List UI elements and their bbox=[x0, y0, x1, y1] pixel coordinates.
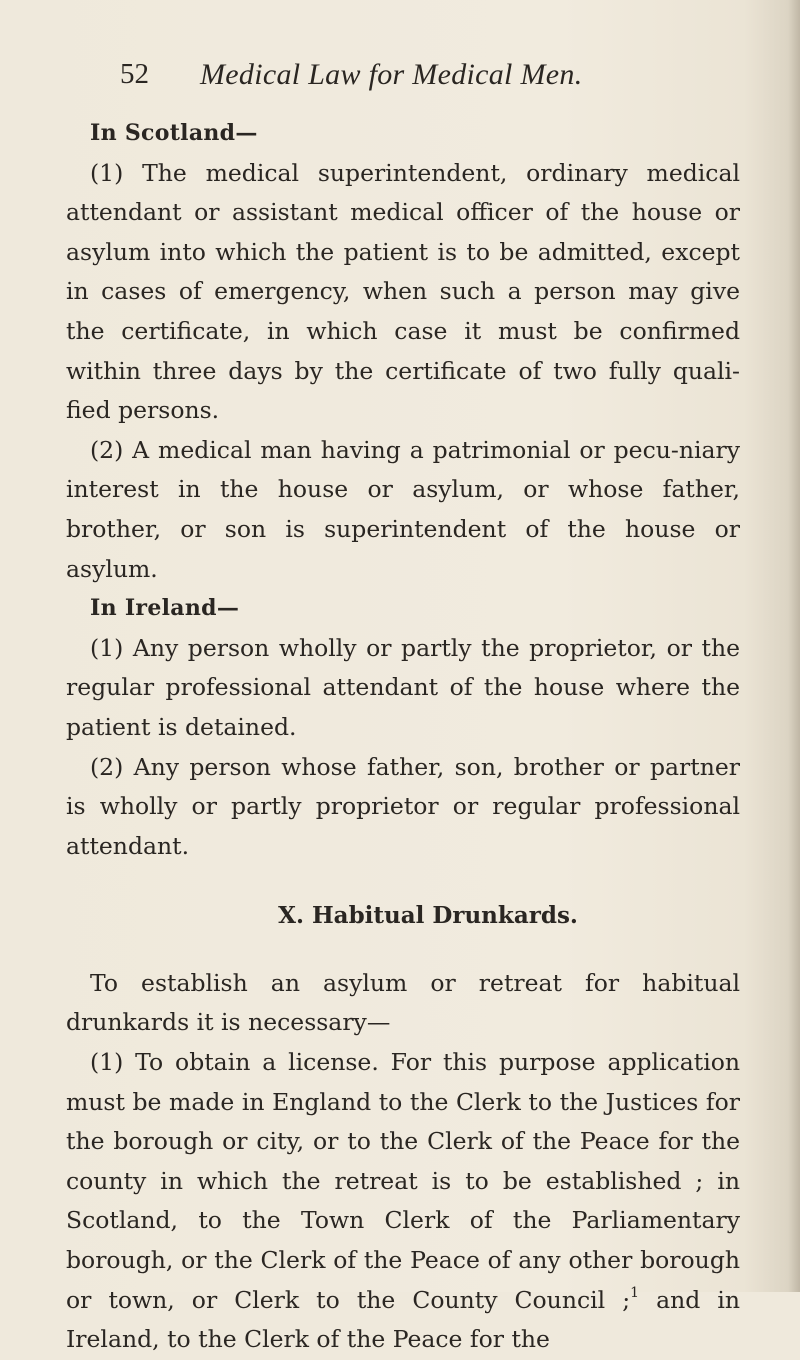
section-item-1-continuation: and in Ireland, to the Clerk of the Peace for the bbox=[66, 1285, 741, 1354]
scotland-item-1: (1) The medical superintendent, ordinary medical attendant or assistant medical officer of the house or asylum into which the patient is to be admitted, except in cases of emergency, when such a person may give the certificate, in which case it must be confirmed within three days by the certificate of two fully quali-fied persons. bbox=[66, 158, 740, 425]
scotland-item-2: (2) A medical man having a patrimonial or pecu-niary interest in the house or asylum, or whose father, brother, or son is superintendent of the house or asylum. bbox=[66, 435, 740, 583]
body-text bbox=[66, 114, 740, 1360]
ireland-item-1: (1) Any person wholly or partly the proprietor, or the regular professional attendant of the house where the patient is detained. bbox=[66, 633, 740, 741]
page-number: 52 bbox=[120, 58, 149, 90]
section-intro: To establish an asylum or retreat for habitual drunkards it is necessary— bbox=[66, 968, 740, 1037]
page-header bbox=[120, 58, 680, 98]
scotland-heading: In Scotland— bbox=[90, 120, 258, 146]
running-title: Medical Law for Medical Men. bbox=[200, 58, 583, 91]
page-edge-shadow bbox=[788, 0, 800, 1292]
ireland-item-2: (2) Any person whose father, son, brother or partner is wholly or partly proprietor or regular professional attendant. bbox=[66, 752, 740, 860]
section-item-1-text: (1) To obtain a license. For this purpose application must be made in England to the Clerk to the Justices for the borough or city, or to the Clerk of the Peace for the county in which the retreat is to be established ; in Scotland, to the Town Clerk of the Parliamentary borough, or the Clerk of the Peace of any other borough or town, or Clerk to the County Council ; bbox=[66, 1048, 740, 1314]
footnote-mark: 1 bbox=[630, 1284, 640, 1301]
section-heading-habitual-drunkards: X. Habitual Drunkards. bbox=[278, 902, 578, 930]
ireland-heading: In Ireland— bbox=[90, 595, 240, 622]
section-item-1 bbox=[66, 1043, 740, 1360]
